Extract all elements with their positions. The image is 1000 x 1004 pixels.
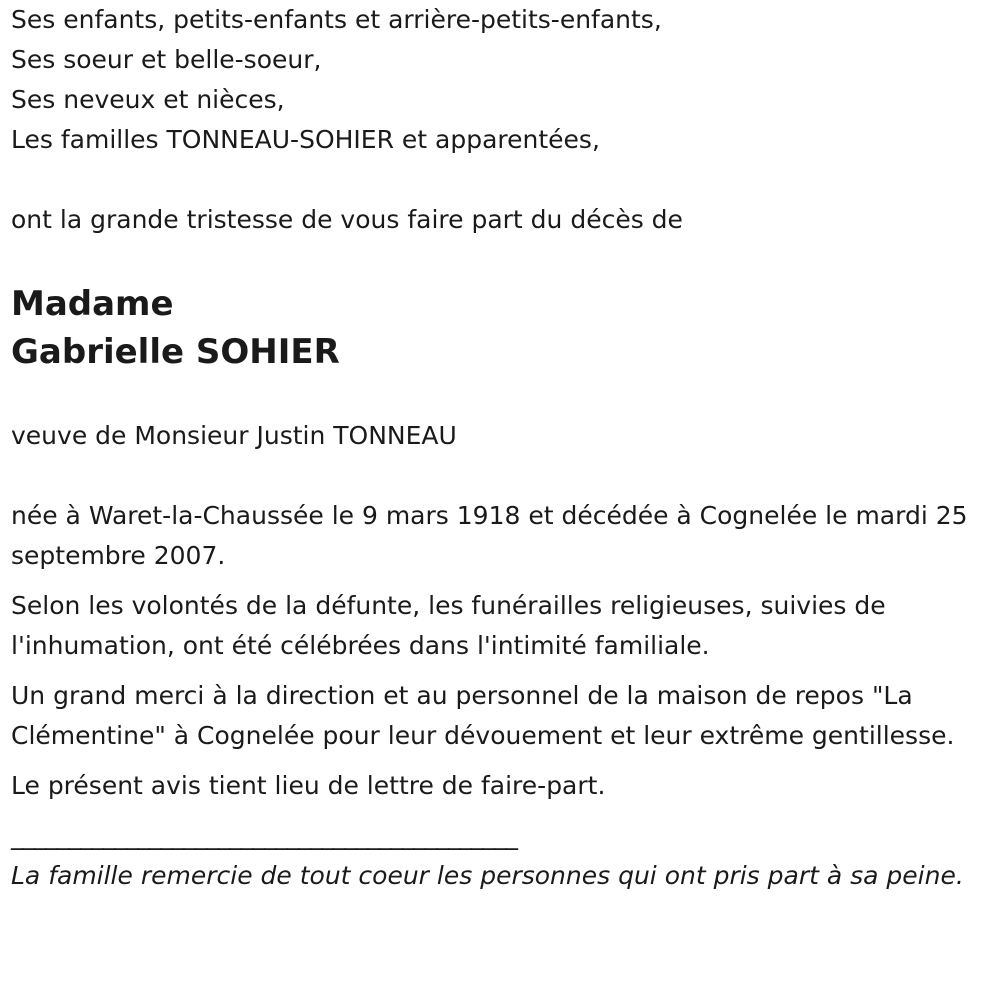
spacer [11,456,986,496]
spacer [11,376,986,416]
spacer [11,666,986,676]
spacer [11,240,986,280]
obituary-notice [11,0,986,896]
separator-line: ____________________________________________ [11,821,517,850]
birth-death-text: née à Waret-la-Chaussée le 9 mars 1918 et décédée à Cognelée le mardi 25 septembre 2007. [11,501,968,570]
notice-text: Le présent avis tient lieu de lettre de faire-part. [11,771,606,800]
thanks-text: Un grand merci à la direction et au personnel de la maison de repos "La Clémentine" à Cognelée pour leur dévouement et leur extrême gentillesse. [11,681,955,750]
closing-text: La famille remercie de tout coeur les personnes qui ont pris part à sa peine. [11,861,964,890]
spacer [11,756,986,766]
spacer [11,806,986,816]
spacer [11,576,986,586]
family-line-children: Ses enfants, petits-enfants et arrière-petits-enfants, [11,5,662,34]
family-line-nephews: Ses neveux et nièces, [11,85,285,114]
deceased-name: Gabrielle SOHIER [11,332,340,372]
widow-of-text: veuve de Monsieur Justin TONNEAU [11,421,457,450]
funeral-text: Selon les volontés de la défunte, les funérailles religieuses, suivies de l'inhumation, ont été célébrées dans l'intimité familiale. [11,591,886,660]
announcement-text: ont la grande tristesse de vous faire part du décès de [11,205,683,234]
family-line-families: Les familles TONNEAU-SOHIER et apparentées, [11,125,600,154]
family-line-sisters: Ses soeur et belle-soeur, [11,45,322,74]
spacer [11,160,986,200]
deceased-title: Madame [11,284,174,324]
